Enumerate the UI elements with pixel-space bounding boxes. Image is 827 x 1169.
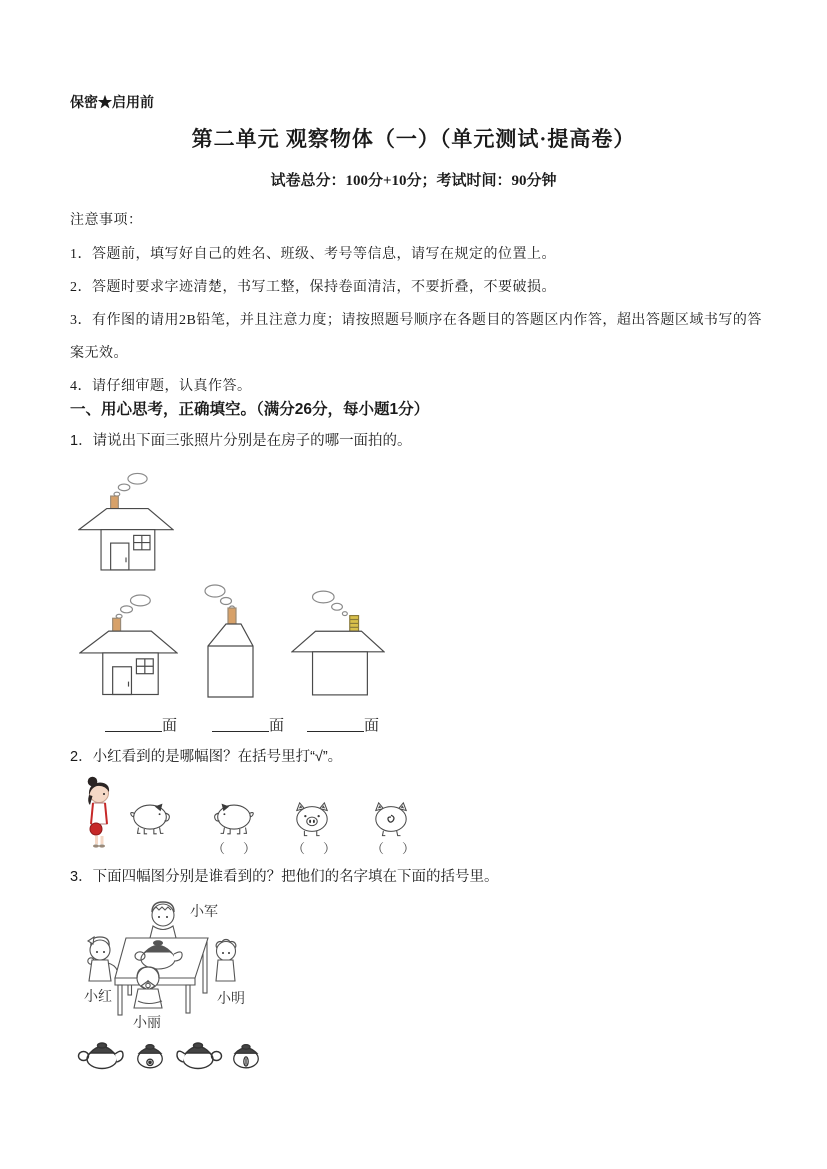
label-right-child: 小明 xyxy=(217,990,245,1006)
q1-blank-3: 面 xyxy=(307,714,379,735)
notices-heading: 注意事项： xyxy=(70,213,143,228)
house-back-photo xyxy=(291,588,385,698)
notice-item-4: 4．请仔细审题，认真作答。 xyxy=(70,379,252,394)
teapot-front-figure xyxy=(130,1040,170,1072)
house-front-photo xyxy=(79,585,178,703)
table-scene-figure xyxy=(58,893,308,1038)
teapot-side-right-figure xyxy=(76,1038,128,1072)
secrecy-notice: 保密★启用前 xyxy=(70,96,154,111)
teapot-side-left-figure xyxy=(172,1038,224,1072)
girl-observer-figure xyxy=(78,776,120,858)
answer-blank-line xyxy=(307,717,364,732)
q2-paren-2: （ ） xyxy=(292,841,336,856)
q2-paren-3: （ ） xyxy=(371,841,415,856)
page-title: 第二单元 观察物体（一）（单元测试·提高卷） xyxy=(191,127,636,151)
notice-item-3: 3．有作图的请用2B铅笔，并且注意力度；请按照题号顺序在各题目的答题区内作答，超出答题区域书写的答案无效。 xyxy=(70,313,762,361)
question-3-text: 3．下面四幅图分别是谁看到的？把他们的名字填在下面的括号里。 xyxy=(70,869,499,885)
q1-blank-1: 面 xyxy=(105,714,177,735)
q2-paren-1: （ ） xyxy=(212,841,256,856)
pig-front-figure xyxy=(290,800,334,838)
q1-blank-2: 面 xyxy=(212,714,284,735)
label-left-child: 小红 xyxy=(84,988,112,1004)
section-one-heading: 一、用心思考，正确填空。（满分26分，每小题1分） xyxy=(70,401,430,418)
question-1-text: 1．请说出下面三张照片分别是在房子的哪一面拍的。 xyxy=(70,433,412,449)
label-top-child: 小军 xyxy=(190,903,218,919)
question-2-text: 2．小红看到的是哪幅图？在括号里打“√”。 xyxy=(70,749,343,765)
house-front-photo-large xyxy=(78,470,174,572)
pig-side-right-figure xyxy=(126,798,174,838)
page-subtitle: 试卷总分：100分+10分；考试时间：90分钟 xyxy=(270,173,557,189)
pig-back-figure xyxy=(369,800,413,838)
house-side-photo xyxy=(201,582,259,700)
notice-item-2: 2．答题时要求字迹清楚，书写工整，保持卷面清洁，不要折叠，不要破损。 xyxy=(70,280,556,295)
notice-item-1: 1．答题前，填写好自己的姓名、班级、考号等信息，请写在规定的位置上。 xyxy=(70,247,556,262)
teapot-back-figure xyxy=(226,1040,266,1072)
answer-blank-line xyxy=(212,717,269,732)
answer-blank-line xyxy=(105,717,162,732)
pig-side-left-figure xyxy=(210,798,258,838)
label-bottom-child: 小丽 xyxy=(133,1014,161,1030)
